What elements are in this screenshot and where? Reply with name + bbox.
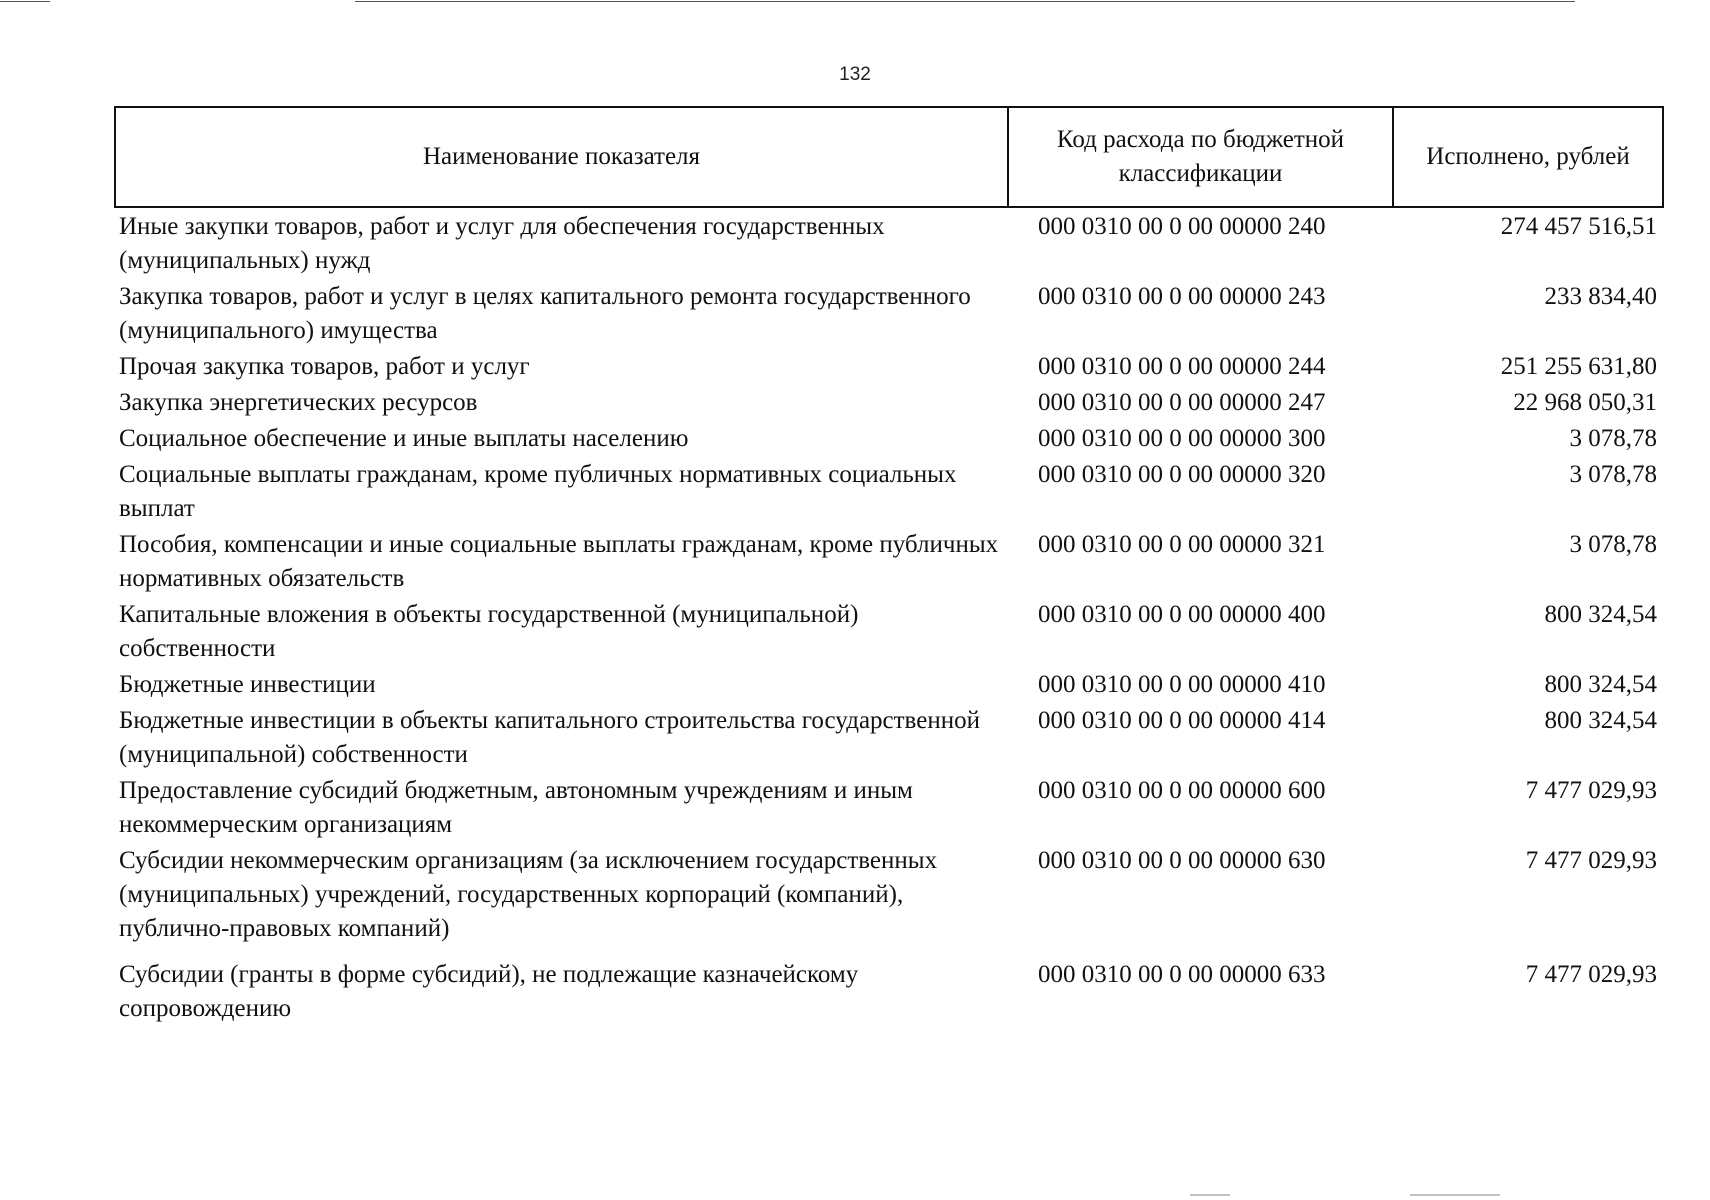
page-number: 132 <box>839 64 871 85</box>
row-code: 000 0310 00 0 00 00000 600 <box>1038 777 1326 804</box>
row-name: Закупка товаров, работ и услуг в целях капитального ремонта государственного (муниципального) имущества <box>119 283 971 344</box>
row-amount: 233 834,40 <box>1544 283 1657 310</box>
row-name: Предоставление субсидий бюджетным, автономным учреждениям и иным некоммерческим организациям <box>119 777 913 838</box>
row-code: 000 0310 00 0 00 00000 400 <box>1038 601 1326 628</box>
row-code: 000 0310 00 0 00 00000 630 <box>1038 847 1326 874</box>
header-expense-code: Код расхода по бюджетной классификации <box>1008 107 1393 207</box>
row-amount: 7 477 029,93 <box>1525 961 1657 988</box>
row-code: 000 0310 00 0 00 00000 244 <box>1038 353 1326 380</box>
budget-report-table <box>114 106 1664 1026</box>
table-row <box>115 842 1663 946</box>
table-row <box>115 278 1663 348</box>
row-code: 000 0310 00 0 00 00000 321 <box>1038 531 1326 558</box>
row-amount: 251 255 631,80 <box>1500 353 1657 380</box>
row-name: Социальные выплаты гражданам, кроме публичных нормативных социальных выплат <box>119 461 957 522</box>
row-amount: 800 324,54 <box>1544 707 1657 734</box>
row-amount: 22 968 050,31 <box>1513 389 1657 416</box>
table-row <box>115 596 1663 666</box>
row-amount: 800 324,54 <box>1544 671 1657 698</box>
table-row <box>115 207 1663 278</box>
header-indicator-name: Наименование показателя <box>115 107 1008 207</box>
row-name: Субсидии (гранты в форме субсидий), не подлежащие казначейскому сопровождению <box>119 961 859 1022</box>
row-name: Бюджетные инвестиции <box>119 671 376 698</box>
row-code: 000 0310 00 0 00 00000 243 <box>1038 283 1326 310</box>
row-name: Закупка энергетических ресурсов <box>119 389 478 416</box>
scan-speck <box>1190 1194 1230 1196</box>
table-row <box>115 772 1663 842</box>
row-amount: 274 457 516,51 <box>1500 213 1657 240</box>
row-name: Социальное обеспечение и иные выплаты населению <box>119 425 689 452</box>
row-code: 000 0310 00 0 00 00000 300 <box>1038 425 1326 452</box>
scan-edge-line <box>355 1 1575 2</box>
row-name: Пособия, компенсации и иные социальные выплаты гражданам, кроме публичных нормативных обязательств <box>119 531 999 592</box>
row-code: 000 0310 00 0 00 00000 410 <box>1038 671 1326 698</box>
table-row <box>115 526 1663 596</box>
scan-speck <box>1410 1194 1500 1196</box>
header-executed-amount: Исполнено, рублей <box>1393 107 1663 207</box>
row-amount: 7 477 029,93 <box>1525 777 1657 804</box>
row-code: 000 0310 00 0 00 00000 633 <box>1038 961 1326 988</box>
row-name: Субсидии некоммерческим организациям (за исключением государственных (муниципальных) учреждений, государственных корпораций (компаний), публично-правовых компаний) <box>119 847 938 942</box>
row-amount: 3 078,78 <box>1569 461 1657 488</box>
row-amount: 3 078,78 <box>1569 425 1657 452</box>
row-code: 000 0310 00 0 00 00000 240 <box>1038 213 1326 240</box>
table-header-row <box>115 107 1663 207</box>
row-name: Бюджетные инвестиции в объекты капитального строительства государственной (муниципальной) собственности <box>119 707 980 768</box>
row-amount: 3 078,78 <box>1569 531 1657 558</box>
table-row <box>115 456 1663 526</box>
row-code: 000 0310 00 0 00 00000 414 <box>1038 707 1326 734</box>
scan-edge-line <box>0 1 50 2</box>
row-name: Иные закупки товаров, работ и услуг для обеспечения государственных (муниципальных) нужд <box>119 213 885 274</box>
row-code: 000 0310 00 0 00 00000 320 <box>1038 461 1326 488</box>
table-row <box>115 666 1663 702</box>
table-row <box>115 946 1663 1026</box>
row-code: 000 0310 00 0 00 00000 247 <box>1038 389 1326 416</box>
row-name: Капитальные вложения в объекты государственной (муниципальной) собственности <box>119 601 859 662</box>
table-row <box>115 702 1663 772</box>
row-amount: 7 477 029,93 <box>1525 847 1657 874</box>
row-name: Прочая закупка товаров, работ и услуг <box>119 353 530 380</box>
row-amount: 800 324,54 <box>1544 601 1657 628</box>
table-row <box>115 348 1663 384</box>
table-row <box>115 384 1663 420</box>
table-row <box>115 420 1663 456</box>
